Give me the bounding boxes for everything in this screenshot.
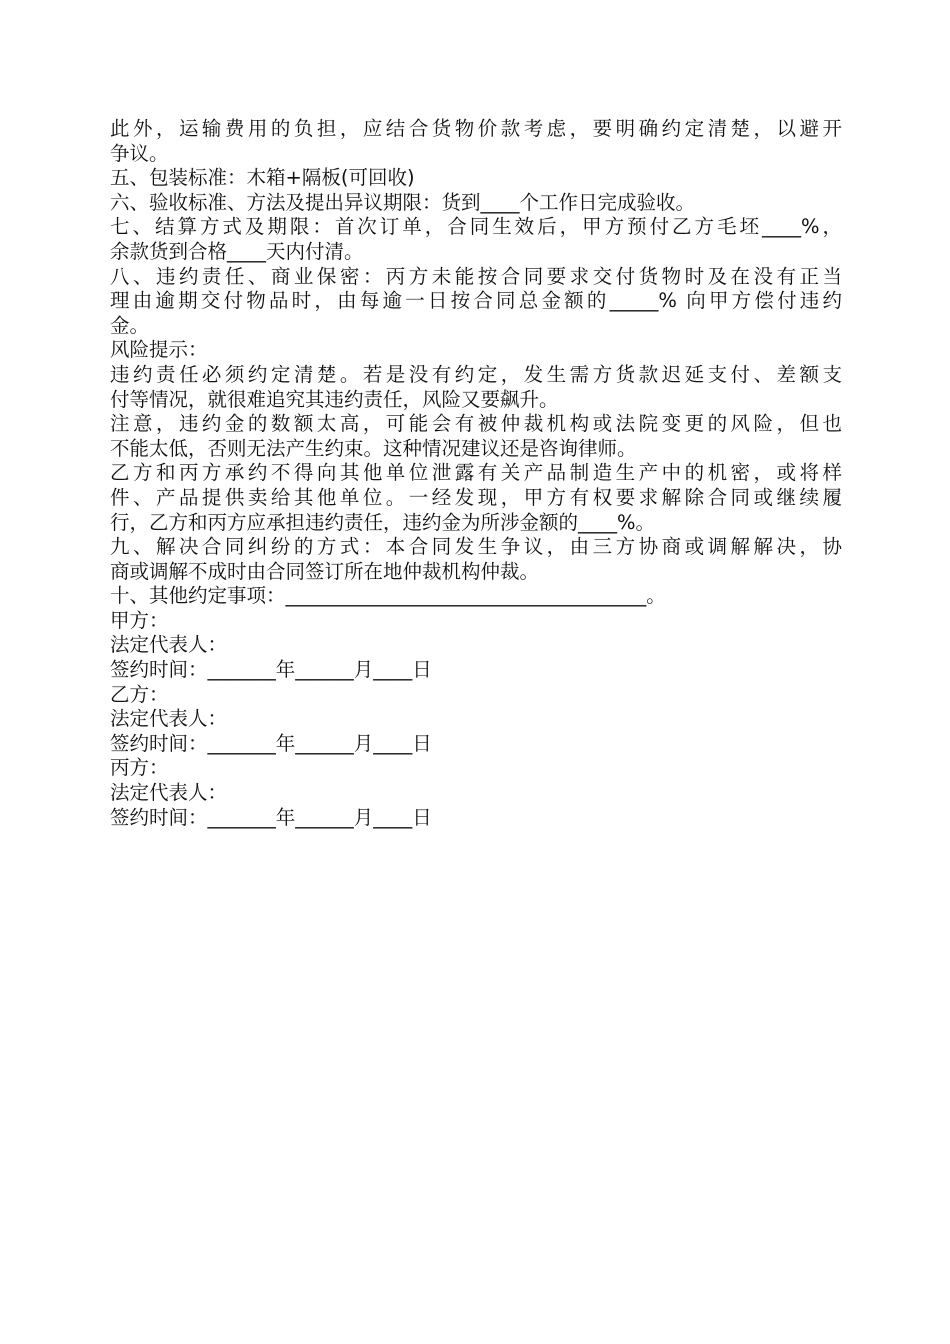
- document-line: 乙方和丙方承约不得向其他单位泄露有关产品制造生产中的机密，或将样: [110, 461, 842, 485]
- document-body: [110, 117, 842, 830]
- document-line: 注意，违约金的数额太高，可能会有被仲裁机构或法院变更的风险，但也: [110, 412, 842, 436]
- document-line: 十、其他约定事项：_____________________________________。: [110, 584, 666, 608]
- document-line: 法定代表人：: [110, 633, 228, 657]
- document-line: 签约时间：_______年______月____日: [110, 805, 432, 829]
- document-line: 法定代表人：: [110, 781, 228, 805]
- document-line: 风险提示：: [110, 338, 208, 362]
- document-line: 法定代表人：: [110, 707, 228, 731]
- document-line: 签约时间：_______年______月____日: [110, 731, 432, 755]
- document-line: 争议。: [110, 141, 169, 165]
- document-line: 丙方：: [110, 756, 169, 780]
- document-line: 签约时间：_______年______月____日: [110, 658, 432, 682]
- document-line: 七、结算方式及期限：首次订单，合同生效后，甲方预付乙方毛坯____%，: [110, 215, 842, 239]
- document-line: 九、解决合同纠纷的方式：本合同发生争议，由三方协商或调解解决，协: [110, 535, 842, 559]
- document-line: 六、验收标准、方法及提出异议期限：货到____个工作日完成验收。: [110, 190, 696, 214]
- document-line: 理由逾期交付物品时，由每逾一日按合同总金额的_____% 向甲方偿付违约: [110, 289, 842, 313]
- document-line: 不能太低，否则无法产生约束。这种情况建议还是咨询律师。: [110, 436, 637, 460]
- document-line: 余款货到合格____天内付清。: [110, 239, 364, 263]
- document-line: 商或调解不成时由合同签订所在地仲裁机构仲裁。: [110, 559, 540, 583]
- document-line: 甲方：: [110, 608, 169, 632]
- document-line: 行，乙方和丙方应承担违约责任，违约金为所涉金额的____%。: [110, 510, 656, 534]
- document-line: 违约责任必须约定清楚。若是没有约定，发生需方货款迟延支付、差额支: [110, 362, 842, 386]
- document-line: 八、违约责任、商业保密：丙方未能按合同要求交付货物时及在没有正当: [110, 264, 842, 288]
- document-line: 乙方：: [110, 682, 169, 706]
- document-line: 五、包装标准：木箱+隔板(可回收): [110, 166, 415, 190]
- document-line: 付等情况，就很难追究其违约责任，风险又要飙升。: [110, 387, 559, 411]
- document-line: 金。: [110, 313, 150, 337]
- document-line: 此外，运输费用的负担，应结合货物价款考虑，要明确约定清楚，以避开: [110, 117, 842, 140]
- document-line: 件、产品提供卖给其他单位。一经发现，甲方有权要求解除合同或继续履: [110, 485, 842, 509]
